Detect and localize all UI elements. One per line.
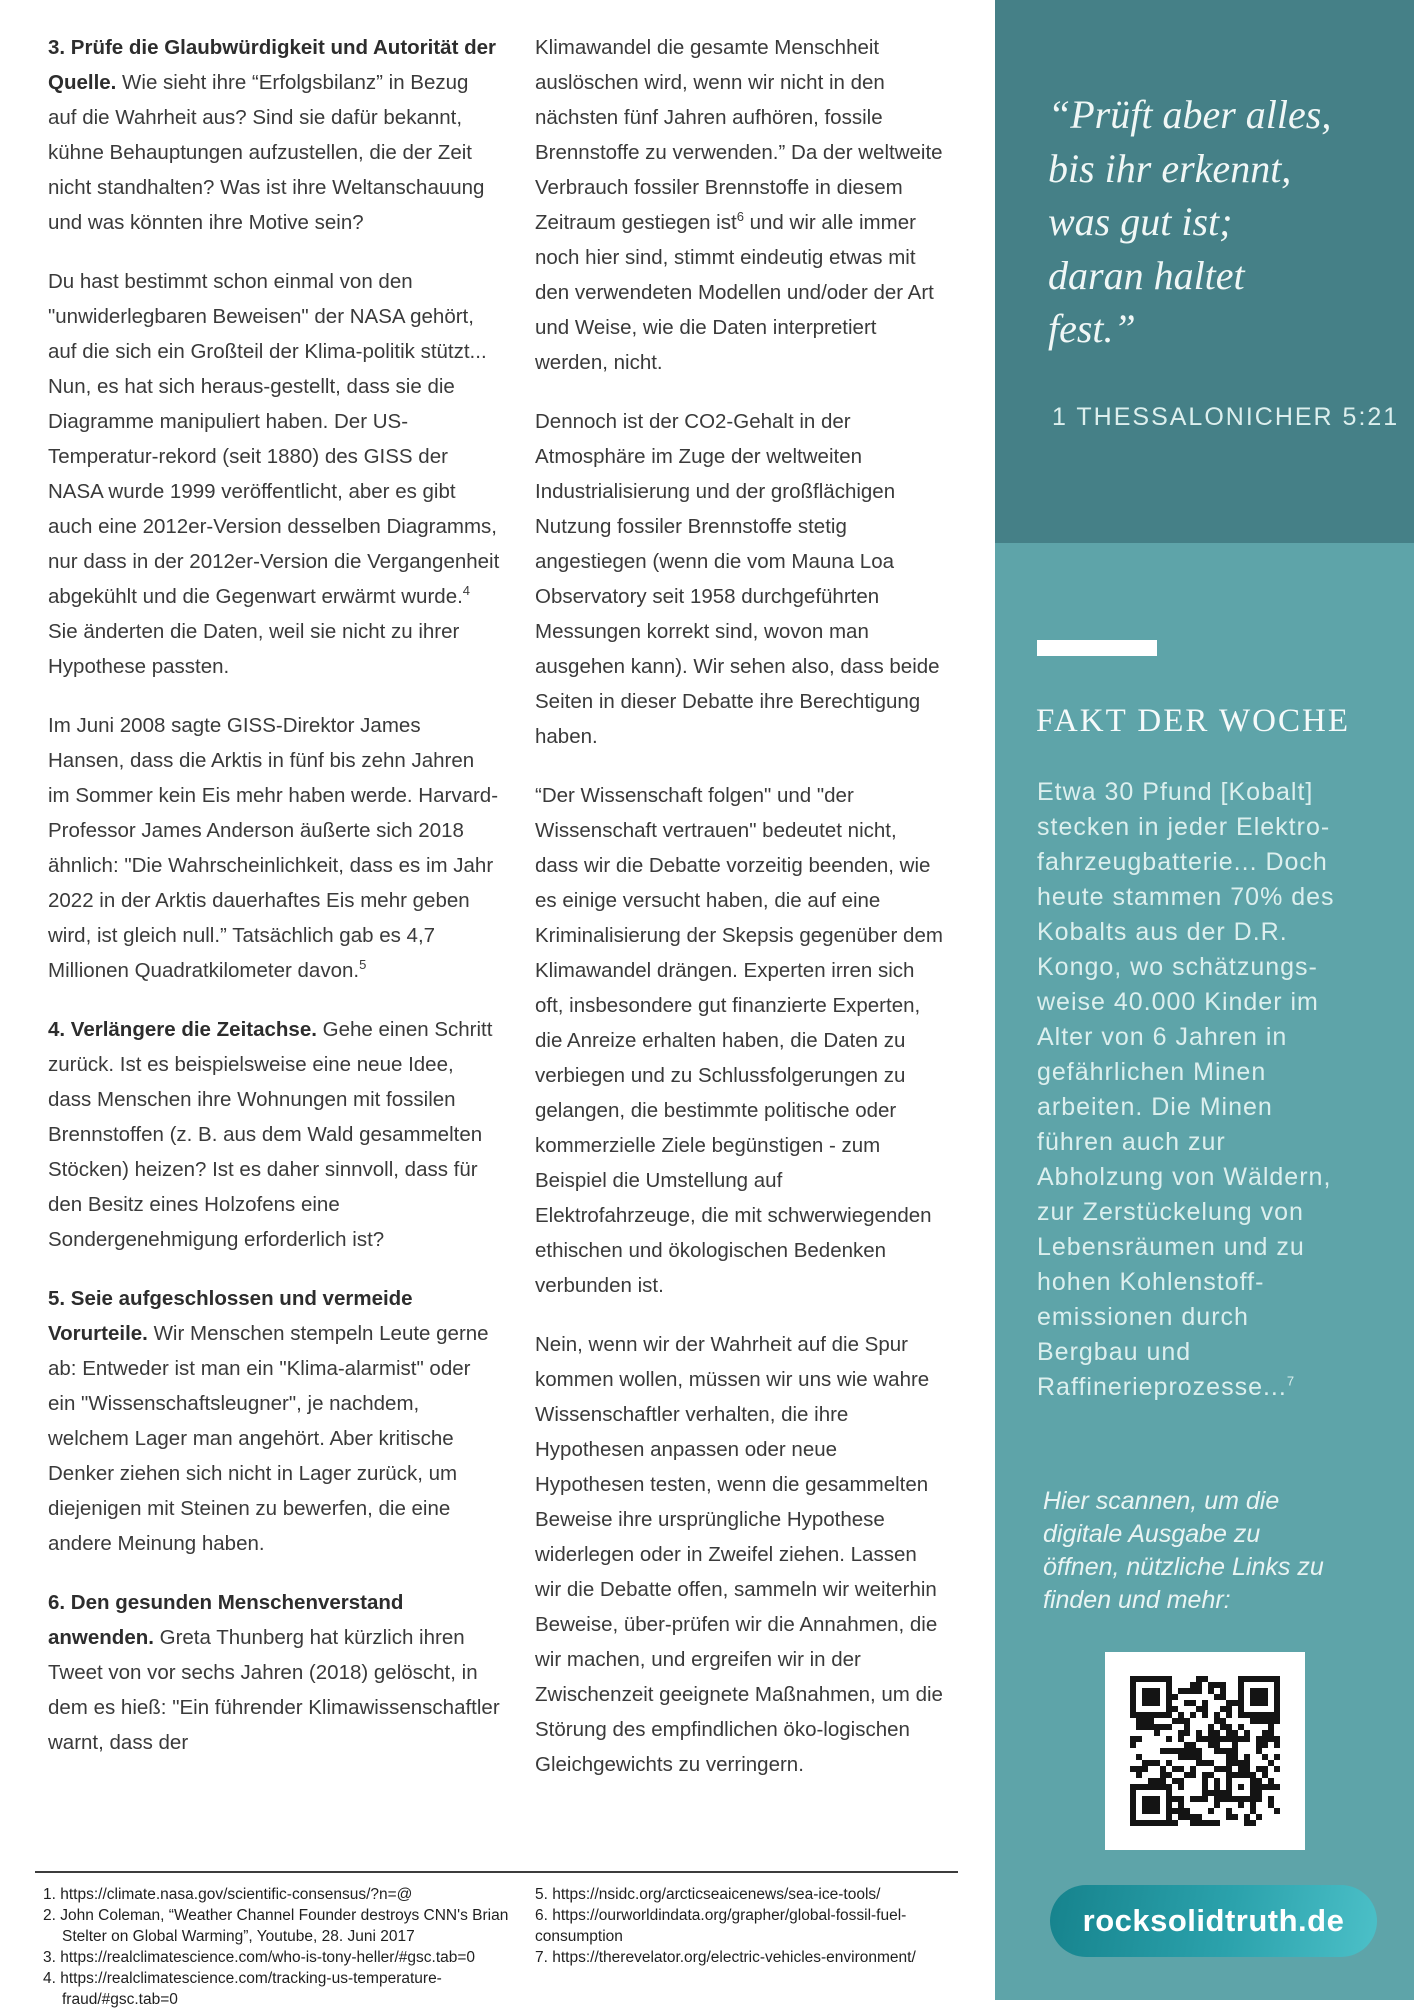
footnote-item: 7. https://therevelator.org/electric-vehicles-environment/ <box>535 1949 916 1966</box>
text-column-left <box>48 30 500 1806</box>
footnote-item: 2. John Coleman, “Weather Channel Founder destroys CNN's Brian Stelter on Global Warming”, Youtube, 28. Juni 2017 <box>43 1907 509 1945</box>
footnotes <box>43 1884 958 2010</box>
bible-quote: “Prüft aber alles, bis ihr erkennt, was gut ist; daran haltet fest.” <box>1048 92 1332 351</box>
footnote-item: 1. https://climate.nasa.gov/scientific-consensus/?n=@ <box>43 1886 413 1903</box>
paragraph: Im Juni 2008 sagte GISS-Direktor James Hansen, dass die Arktis in fünf bis zehn Jahren im Sommer kein Eis mehr haben werde. Harvard-Professor James Anderson äußerte sich 2018 ähnlich: "Die Wahrscheinlichkeit, dass es im Jahr 2022 in der Arktis dauerhaftes Eis mehr geben wird, ist gleich null.” Tatsächlich gab es 4,7 Millionen Quadratkilometer davon.$^5$ <box>48 714 499 982</box>
footnote-column-right <box>535 1884 955 2010</box>
qr-code <box>1105 1652 1305 1850</box>
footnote-item: 4. https://realclimatescience.com/tracking-us-temperature-fraud/#gsc.tab=0 <box>43 1970 442 2008</box>
scan-instruction: Hier scannen, um die digitale Ausgabe zu öffnen, nützliche Links zu finden und mehr: <box>1043 1487 1324 1614</box>
fact-of-week-heading: FAKT DER WOCHE <box>1036 703 1351 739</box>
decorative-bar <box>1037 640 1157 656</box>
footnote-item: 5. https://nsidc.org/arcticseaicenews/sea-ice-tools/ <box>535 1886 881 1903</box>
paragraph: 3. Prüfe die Glaubwürdigkeit und Autorität der Quelle. Wie sieht ihre “Erfolgsbilanz” in Bezug auf die Wahrheit aus? Sind sie dafür bekannt, kühne Behauptungen aufzustellen, die der Zeit nicht standhalten? Was ist ihre Weltanschauung und was könnten ihre Motive sein? <box>48 36 496 234</box>
article-body <box>48 30 943 1806</box>
fact-of-week-body: Etwa 30 Pfund [Kobalt] stecken in jeder Elektro- fahrzeugbatterie... Doch heute stammen 70% des Kobalts aus der D.R. Kongo, wo schätzungs- weise 40.000 Kinder im Alter von 6 Jahren in gefährlichen Minen arbeiten. Die Minen führen auch zur Abholzung von Wäldern, zur Zerstückelung von Lebensräumen und zu hohen Kohlenstoff- emissionen durch Bergbau und Raffinerieprozesse...$^7$ <box>1037 778 1335 1401</box>
sidebar <box>995 0 1414 2000</box>
paragraph: 6. Den gesunden Menschenverstand anwenden. Greta Thunberg hat kürzlich ihren Tweet von vor sechs Jahren (2018) gelöscht, in dem es hieß: "Ein führender Klimawissenschaftler warnt, dass der <box>48 1591 500 1754</box>
footnote-column-left <box>43 1884 535 2010</box>
text-column-middle <box>535 30 943 1806</box>
paragraph: Nein, wenn wir der Wahrheit auf die Spur kommen wollen, müssen wir uns wie wahre Wissenschaftler verhalten, die ihre Hypothesen anpassen oder neue Hypothesen testen, wenn die gesammelten Beweise ihre ursprüngliche Hypothese widerlegen oder in Zweifel ziehen. Lassen wir die Debatte offen, sammeln wir weiterhin Beweise, über-prüfen wir die Annahmen, die wir machen, und ergreifen wir in der Zwischenzeit geeignete Maßnahmen, um die Störung des empfindlichen öko-logischen Gleichgewichts zu verringern. <box>535 1333 943 1776</box>
website-label: rocksolidtruth.de <box>1082 1903 1345 1938</box>
paragraph: “Der Wissenschaft folgen" und "der Wissenschaft vertrauen" bedeutet nicht, dass wir die Debatte vorzeitig beenden, wie es einige versucht haben, die auf eine Kriminalisierung der Skepsis gegenüber dem Klimawandel drängen. Experten irren sich oft, insbesondere gut finanzierte Experten, die Anreize erhalten haben, die Daten zu verbiegen und zu Schlussfolgerungen zu gelangen, die bestimmte politische oder kommerzielle Ziele begünstigen - zum Beispiel die Umstellung auf Elektrofahrzeuge, die mit schwerwiegenden ethischen und ökologischen Bedenken verbunden ist. <box>535 784 943 1297</box>
qr-code-icon <box>1130 1676 1280 1826</box>
website-button[interactable] <box>1050 1885 1377 1957</box>
footnote-item: 6. https://ourworldindata.org/grapher/global-fossil-fuel-consumption <box>535 1907 907 1945</box>
paragraph: Du hast bestimmt schon einmal von den "unwiderlegbaren Beweisen" der NASA gehört, auf die sich ein Großteil der Klima-politik stützt... Nun, es hat sich heraus-gestellt, dass sie die Diagramme manipuliert haben. Der US-Temperatur-rekord (seit 1880) des GISS der NASA wurde 1999 veröffentlicht, aber es gibt auch eine 2012er-Version desselben Diagramms, nur dass in der 2012er-Version die Vergangenheit abgekühlt und die Gegenwart erwärmt wurde.$^4$ Sie änderten die Daten, weil sie nicht zu ihrer Hypothese passten. <box>48 270 500 678</box>
bible-quote-reference: 1 THESSALONICHER 5:21 <box>1052 403 1400 431</box>
paragraph: Klimawandel die gesamte Menschheit auslöschen wird, wenn wir nicht in den nächsten fünf Jahren aufhören, fossile Brennstoffe zu verwenden.” Da der weltweite Verbrauch fossiler Brennstoffe in diesem Zeitraum gestiegen ist$^6$ und wir alle immer noch hier sind, stimmt eindeutig etwas mit den verwendeten Modellen und/oder der Art und Weise, wie die Daten interpretiert werden, nicht. <box>535 36 943 374</box>
footnote-item: 3. https://realclimatescience.com/who-is-tony-heller/#gsc.tab=0 <box>43 1949 476 1966</box>
footnote-divider <box>35 1871 958 1873</box>
sidebar-fact-panel <box>995 543 1414 2000</box>
sidebar-quote-panel <box>995 0 1414 543</box>
paragraph: 4. Verlängere die Zeitachse. Gehe einen Schritt zurück. Ist es beispielsweise eine neue Idee, dass Menschen ihre Wohnungen mit fossilen Brennstoffen (z. B. aus dem Wald gesammelten Stöcken) heizen? Ist es daher sinnvoll, dass für den Besitz eines Holzofens eine Sondergenehmigung erforderlich ist? <box>48 1018 493 1251</box>
paragraph: 5. Seie aufgeschlossen und vermeide Vorurteile. Wir Menschen stempeln Leute gerne ab: Entweder ist man ein "Klima-alarmist" oder ein "Wissenschaftsleugner", je nachdem, welchem Lager man angehört. Aber kritische Denker ziehen sich nicht in Lager zurück, um diejenigen mit Steinen zu bewerfen, die eine andere Meinung haben. <box>48 1287 489 1555</box>
paragraph: Dennoch ist der CO2-Gehalt in der Atmosphäre im Zuge der weltweiten Industrialisierung und der großflächigen Nutzung fossiler Brennstoffe stetig angestiegen (wenn die vom Mauna Loa Observatory seit 1958 durchgeführten Messungen korrekt sind, wovon man ausgehen kann). Wir sehen also, dass beide Seiten in dieser Debatte ihre Berechtigung haben. <box>535 410 940 748</box>
